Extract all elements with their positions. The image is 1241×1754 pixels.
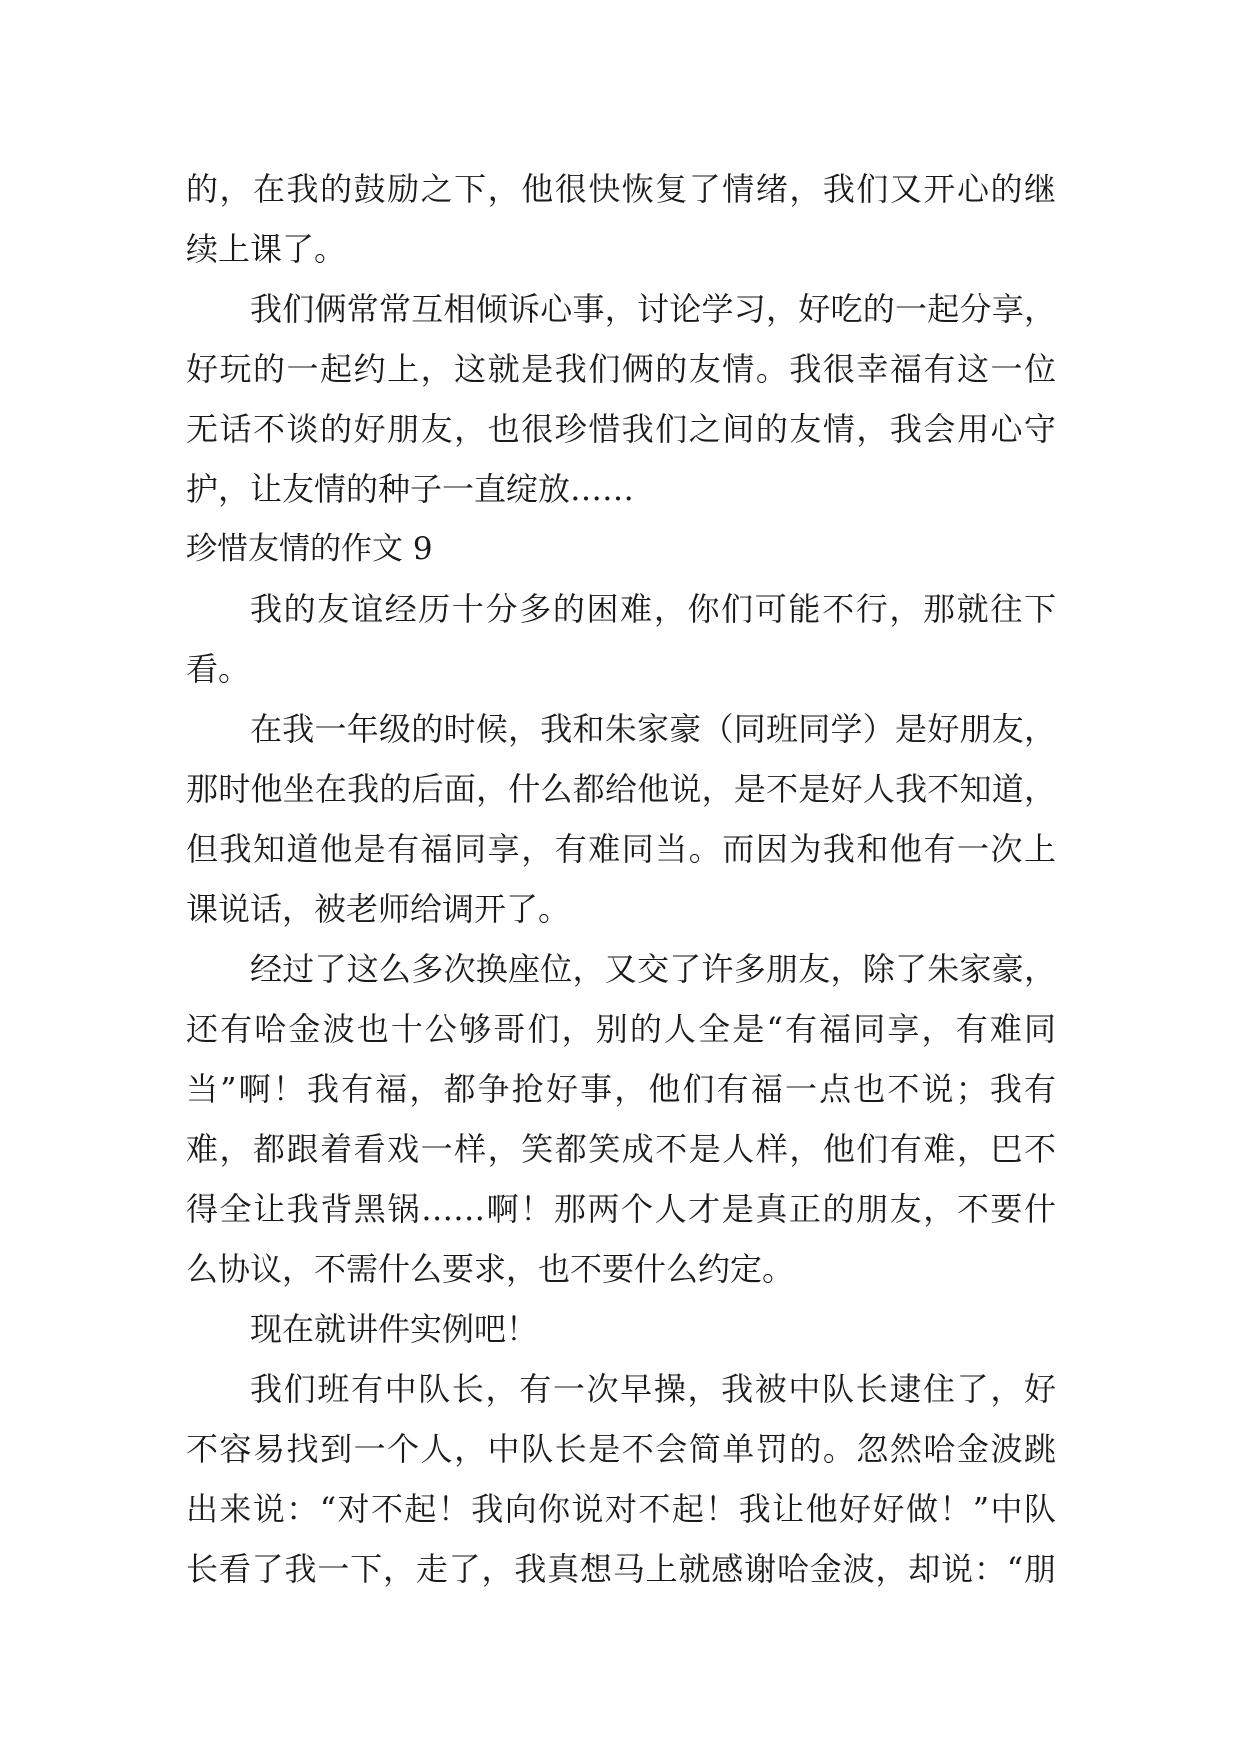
text-line: 无话不谈的好朋友，也很珍惜我们之间的友情，我会用心守 [186, 410, 1056, 448]
text-line: 现在就讲件实例吧！ [250, 1310, 539, 1348]
text-line: 续上课了。 [186, 230, 347, 268]
text-line: 的，在我的鼓励之下，他很快恢复了情绪，我们又开心的继 [186, 170, 1056, 208]
text-line: 么协议，不需什么要求，也不要什么约定。 [186, 1250, 795, 1288]
text-line: 护，让友情的种子一直绽放…… [186, 470, 635, 508]
text-line: 好玩的一起约上，这就是我们俩的友情。我很幸福有这一位 [186, 350, 1056, 388]
text-line: 我们班有中队长，有一次早操，我被中队长逮住了，好 [250, 1370, 1056, 1408]
text-line: 当”啊！我有福，都争抢好事，他们有福一点也不说；我有 [186, 1070, 1056, 1108]
text-line: 但我知道他是有福同享，有难同当。而因为我和他有一次上 [186, 830, 1056, 868]
text-line: 那时他坐在我的后面，什么都给他说，是不是好人我不知道， [186, 770, 1056, 808]
text-line: 不容易找到一个人，中队长是不会简单罚的。忽然哈金波跳 [186, 1430, 1056, 1468]
text-line: 看。 [186, 650, 251, 688]
section-heading: 珍惜友情的作文 9 [186, 531, 433, 567]
text-line: 难，都跟着看戏一样，笑都笑成不是人样，他们有难，巴不 [186, 1130, 1056, 1168]
text-line: 出来说：“对不起！我向你说对不起！我让他好好做！”中队 [186, 1490, 1056, 1528]
text-line: 经过了这么多次换座位，又交了许多朋友，除了朱家豪， [250, 950, 1056, 988]
text-line: 还有哈金波也十公够哥们，别的人全是“有福同享，有难同 [186, 1010, 1056, 1048]
text-line: 我的友谊经历十分多的困难，你们可能不行，那就往下 [250, 590, 1056, 628]
text-line: 长看了我一下，走了，我真想马上就感谢哈金波，却说：“朋 [186, 1550, 1056, 1588]
document-body [186, 159, 1056, 1599]
text-line: 我们俩常常互相倾诉心事，讨论学习，好吃的一起分享， [250, 290, 1056, 328]
text-line: 在我一年级的时候，我和朱家豪（同班同学）是好朋友， [250, 710, 1056, 748]
text-line: 得全让我背黑锅……啊！那两个人才是真正的朋友，不要什 [186, 1190, 1056, 1228]
text-line: 课说话，被老师给调开了。 [186, 890, 571, 928]
